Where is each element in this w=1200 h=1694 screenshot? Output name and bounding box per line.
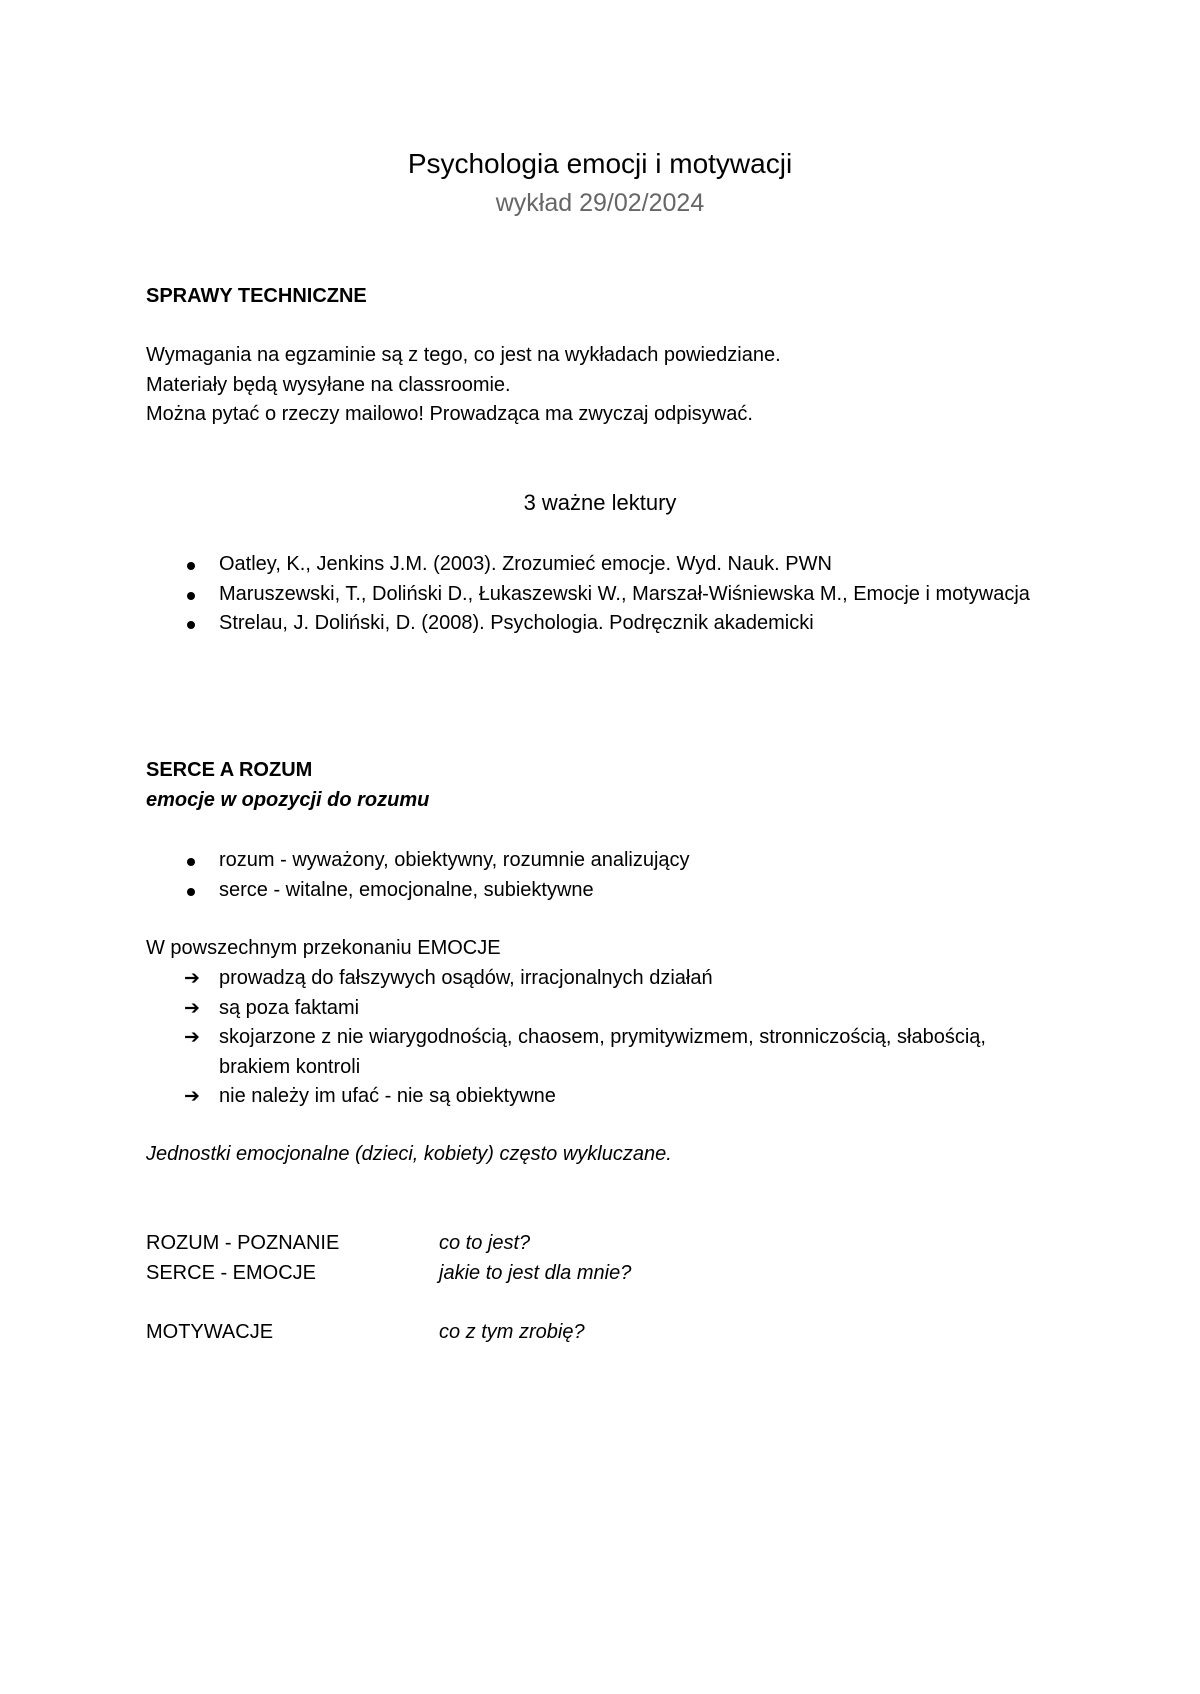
list-item <box>146 846 1046 876</box>
pair-spacer <box>146 1288 1046 1318</box>
arrow-right-icon: ➔ <box>184 1026 200 1048</box>
pair-question: co z tym zrobię? <box>439 1320 585 1343</box>
belief-intro: W powszechnym przekonaniu EMOCJE <box>146 937 501 959</box>
pair-row <box>146 1229 1046 1259</box>
list-item <box>146 1082 1046 1112</box>
bullet-icon <box>187 562 195 570</box>
technical-line: Materiały będą wysyłane na classroomie. <box>146 373 511 396</box>
heart-reason-heading: SERCE A ROZUM <box>146 759 313 781</box>
arrow-right-icon: ➔ <box>184 996 200 1019</box>
reading-text: Strelau, J. Doliński, D. (2008). Psychologia. Podręcznik akademicki <box>219 612 814 634</box>
technical-heading: SPRAWY TECHNICZNE <box>146 285 367 307</box>
document-title: Psychologia emocji i motywacji <box>407 148 793 179</box>
arrow-text: prowadzą do fałszywych osądów, irracjonalnych działań <box>219 967 713 989</box>
list-item <box>146 580 1046 610</box>
arrow-right-icon: ➔ <box>184 967 200 989</box>
arrow-text: są poza faktami <box>219 996 360 1019</box>
bullet-text: serce - witalne, emocjonalne, subiektywne <box>219 878 594 901</box>
readings-list <box>146 550 1046 639</box>
technical-paragraph <box>146 341 1046 430</box>
readings-heading: 3 ważne lektury <box>523 490 677 515</box>
list-item <box>146 550 1046 580</box>
reason-heart-list <box>146 846 1046 905</box>
list-item <box>146 1023 1046 1082</box>
pair-term: MOTYWACJE <box>146 1320 274 1343</box>
bullet-icon <box>187 621 195 629</box>
list-item <box>146 964 1046 994</box>
reading-text: Maruszewski, T., Doliński D., Łukaszewski W., Marszał-Wiśniewska M., Emocje i motywacja <box>219 582 1030 605</box>
list-item <box>146 876 1046 906</box>
pair-row <box>146 1259 1046 1289</box>
list-item <box>146 609 1046 639</box>
arrow-text: nie należy im ufać - nie są obiektywne <box>219 1085 556 1107</box>
pair-row <box>146 1318 1046 1348</box>
emotional-note: Jednostki emocjonalne (dzieci, kobiety) często wykluczane. <box>146 1143 672 1165</box>
bullet-icon <box>187 592 195 600</box>
bullet-icon <box>187 888 195 896</box>
pair-question: co to jest? <box>439 1232 531 1254</box>
technical-line: Wymagania na egzaminie są z tego, co jest na wykładach powiedziane. <box>146 344 781 366</box>
pair-term: ROZUM - POZNANIE <box>146 1232 340 1254</box>
arrow-right-icon: ➔ <box>184 1085 200 1107</box>
document-subtitle: wykład 29/02/2024 <box>495 189 705 217</box>
reading-text: Oatley, K., Jenkins J.M. (2003). Zrozumieć emocje. Wyd. Nauk. PWN <box>219 553 832 575</box>
bullet-icon <box>187 858 195 866</box>
list-item <box>146 994 1046 1024</box>
heart-reason-subheading: emocje w opozycji do rozumu <box>146 789 430 811</box>
pair-question: jakie to jest dla mnie? <box>439 1261 632 1284</box>
pair-term: SERCE - EMOCJE <box>146 1261 317 1284</box>
arrow-text: skojarzone z nie wiarygodnością, chaosem, prymitywizmem, stronniczością, słabością, brakiem kontroli <box>219 1026 986 1078</box>
emotions-arrow-list <box>146 964 1046 1112</box>
bullet-text: rozum - wyważony, obiektywny, rozumnie analizujący <box>219 849 690 871</box>
concept-pairs <box>146 1229 1046 1347</box>
technical-line: Można pytać o rzeczy mailowo! Prowadząca ma zwyczaj odpisywać. <box>146 403 753 425</box>
